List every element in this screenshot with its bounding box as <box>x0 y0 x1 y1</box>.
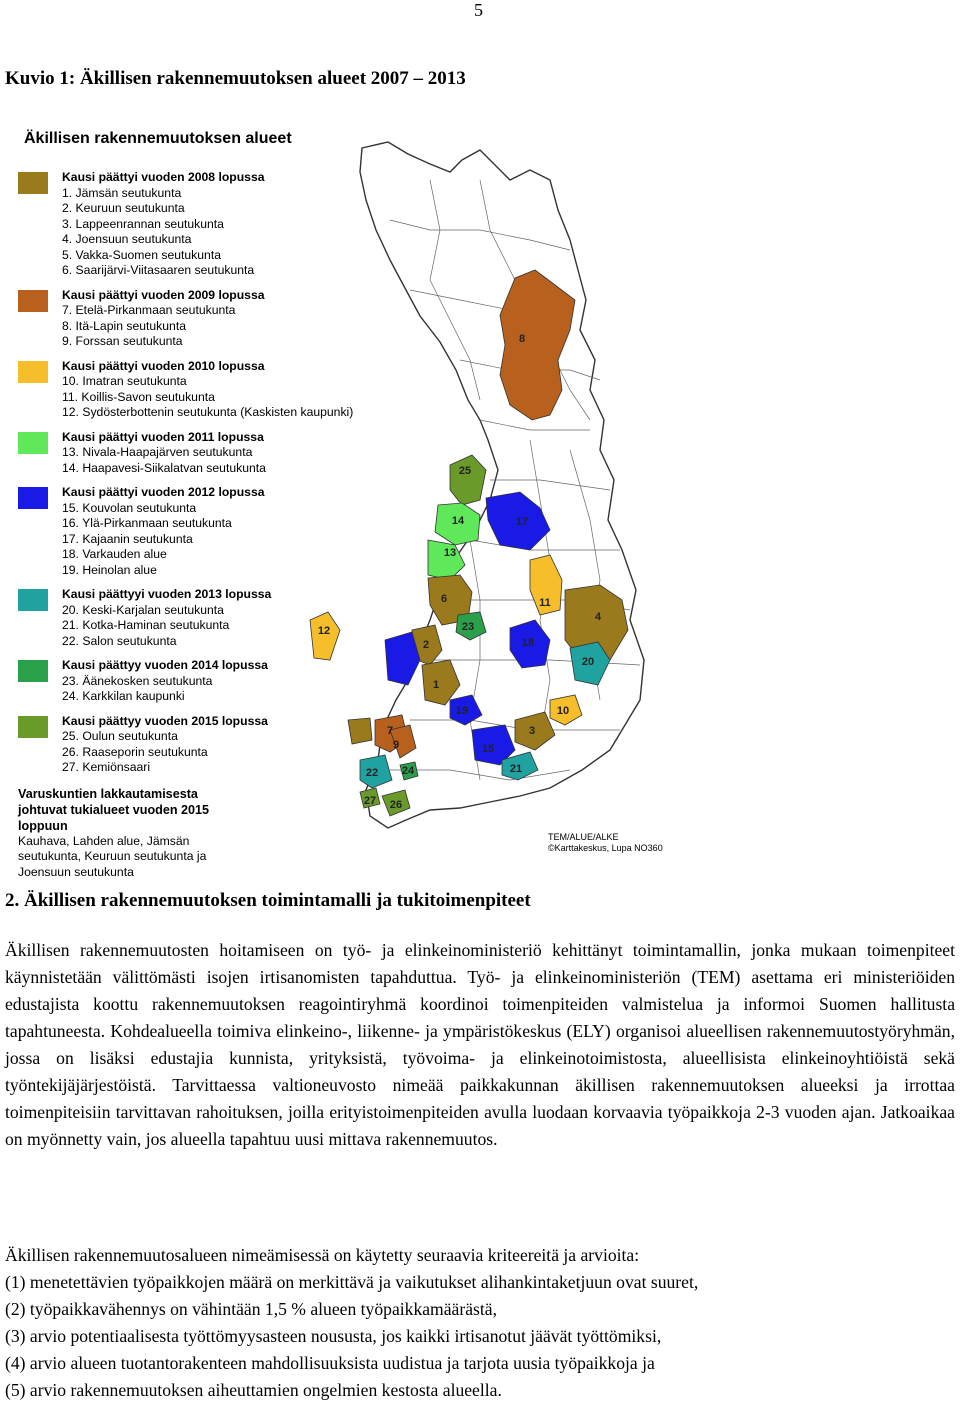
legend-group-2008 <box>18 170 418 279</box>
legend-item: 1. Jämsän seutukunta <box>62 185 182 200</box>
legend-item: 21. Kotka-Haminan seutukunta <box>62 618 230 632</box>
label-7: 7 <box>386 725 394 737</box>
figure-caption: Kuvio 1: Äkillisen rakennemuutoksen alueet 2007 – 2013 <box>5 68 466 89</box>
criteria-item: (2) työpaikkavähennys on vähintään 1,5 % alueen työpaikkamäärästä, <box>5 1299 497 1319</box>
legend-item: 3. Lappeenrannan seutukunta <box>62 216 224 231</box>
legend-special-heading: Varuskuntien lakkautamisesta <box>18 786 198 801</box>
criteria-item: (5) arvio rakennemuutoksen aiheuttamien ongelmien kestosta alueella. <box>5 1380 502 1400</box>
legend-special-note: Kauhava, Lahden alue, Jämsän <box>18 833 190 848</box>
label-10: 10 <box>556 705 570 717</box>
map-legend <box>18 170 418 880</box>
label-9: 9 <box>392 739 400 751</box>
legend-item: 18. Varkauden alue <box>62 547 167 561</box>
legend-item: 6. Saarijärvi-Viitasaaren seutukunta <box>62 263 255 277</box>
legend-item: 7. Etelä-Pirkanmaan seutukunta <box>62 303 236 317</box>
label-1: 1 <box>432 679 440 691</box>
label-8: 8 <box>518 333 526 345</box>
paragraph-1: Äkillisen rakennemuutosten hoitamiseen on työ- ja elinkeinoministeriö kehittänyt toimintamallin, jonka mukaan toimenpiteet käynnistetään välittömästi isojen irtisanomisten tapahduttua. Työ- ja elinkeinoministeriön (TEM) asettama eri ministeriöiden edustajista koottu rakennemuutoksen reagointiryhmä koordinoi toimenpiteiden valmistelua ja informoi Suomen hallitusta tapahtuneesta. Kohdealueella toimiva elinkeino-, liikenne- ja ympäristökeskus (ELY) organisoi alueellisen rakennemuutostyöryhmän, jossa on lisäksi edustajia kunnista, yrityksistä, työvoima- ja elinkeinotoimistosta, alueellisista elinkeinoyhtiöistä sekä työntekijäjärjestöistä. Tarvittaessa valtioneuvosto nimeää paikkakunnan äkillisen rakennemuutoksen alueeksi ja irrottaa toimenpiteisiin tarvittavan rahoituksen, joilla erityistoimenpiteiden avulla luodaan korvaavia työpaikkoja 2-3 vuoden ajan. Jatkoaikaa on myönnetty vain, jos alueella tapahtuu uusi mittava rakennemuutos. <box>5 940 955 1149</box>
label-3: 3 <box>528 725 536 737</box>
legend-item: 25. Oulun seutukunta <box>62 729 178 743</box>
legend-group-2011 <box>18 430 418 477</box>
legend-heading: Kausi päättyy vuoden 2014 lopussa <box>62 658 268 672</box>
label-19: 19 <box>455 705 469 717</box>
legend-item: 8. Itä-Lapin seutukunta <box>62 318 186 333</box>
label-23: 23 <box>461 621 475 633</box>
legend-group-garrison <box>18 786 418 881</box>
label-27: 27 <box>363 795 377 807</box>
legend-swatch <box>18 361 48 383</box>
legend-swatch <box>18 290 48 312</box>
legend-item: 2. Keuruun seutukunta <box>62 201 185 215</box>
legend-item: 24. Karkkilan kaupunki <box>62 689 185 703</box>
criteria-item: (1) menetettävien työpaikkojen määrä on merkittävä ja vaikutukset alihankintaketjuun ovat suuret, <box>5 1272 699 1292</box>
legend-heading: Kausi päättyi vuoden 2010 lopussa <box>62 358 265 373</box>
legend-item: 12. Sydösterbottenin seutukunta (Kaskisten kaupunki) <box>62 405 354 419</box>
map-credit <box>548 832 663 854</box>
legend-special-heading: johtuvat tukialueet vuoden 2015 <box>18 802 210 817</box>
legend-item: 20. Keski-Karjalan seutukunta <box>62 602 224 617</box>
label-14: 14 <box>451 515 465 527</box>
legend-item: 14. Haapavesi-Siikalatvan seutukunta <box>62 460 266 475</box>
legend-group-2010 <box>18 359 418 421</box>
legend-heading: Kausi päättyi vuoden 2011 lopussa <box>62 429 264 444</box>
map-title: Äkillisen rakennemuutoksen alueet <box>24 130 292 147</box>
legend-group-2013 <box>18 587 418 649</box>
label-20: 20 <box>581 656 595 668</box>
legend-item: 16. Ylä-Pirkanmaan seutukunta <box>62 516 232 530</box>
label-26: 26 <box>389 799 403 811</box>
legend-item: 11. Koillis-Savon seutukunta <box>62 389 215 404</box>
legend-item: 15. Kouvolan seutukunta <box>62 500 197 515</box>
label-13: 13 <box>443 547 457 559</box>
criteria-item: (3) arvio potentiaalisesta työttömyysasteen noususta, jos kaikki irtisanotut jäävät työttömiksi, <box>5 1326 662 1346</box>
label-25: 25 <box>458 465 472 477</box>
legend-item: 9. Forssan seutukunta <box>62 334 183 348</box>
legend-item: 22. Salon seutukunta <box>62 633 177 648</box>
legend-swatch <box>18 716 48 738</box>
legend-swatch <box>18 487 48 509</box>
legend-item: 26. Raaseporin seutukunta <box>62 744 208 759</box>
map-figure <box>10 120 690 879</box>
label-22: 22 <box>365 767 379 779</box>
legend-item: 27. Kemiönsaari <box>62 760 151 774</box>
legend-group-2009 <box>18 288 418 350</box>
label-24: 24 <box>401 765 415 777</box>
criteria-item: (4) arvio alueen tuotantorakenteen mahdollisuuksista uudistua ja tarjota uusia työpaikkoja ja <box>5 1353 655 1373</box>
label-4: 4 <box>594 611 602 623</box>
label-6: 6 <box>440 593 448 605</box>
legend-item: 10. Imatran seutukunta <box>62 374 187 388</box>
legend-swatch <box>18 172 48 194</box>
label-11: 11 <box>539 597 551 609</box>
legend-heading: Kausi päättyi vuoden 2012 lopussa <box>62 485 265 499</box>
label-21: 21 <box>509 763 523 775</box>
paragraph-2 <box>5 1242 955 1404</box>
legend-item: 23. Äänekosken seutukunta <box>62 673 213 688</box>
label-15: 15 <box>481 743 495 755</box>
page-number: 5 <box>474 0 483 20</box>
legend-item: 4. Joensuun seutukunta <box>62 232 192 246</box>
label-2: 2 <box>422 639 430 651</box>
legend-item: 5. Vakka-Suomen seutukunta <box>62 247 221 262</box>
legend-item: 13. Nivala-Haapajärven seutukunta <box>62 445 253 459</box>
legend-swatch <box>18 432 48 454</box>
section-title: 2. Äkillisen rakennemuutoksen toimintamalli ja tukitoimenpiteet <box>5 890 531 911</box>
legend-item: 17. Kajaanin seutukunta <box>62 531 193 546</box>
legend-swatch <box>18 660 48 682</box>
credit-line: TEM/ALUE/ALKE <box>548 832 619 842</box>
label-18: 18 <box>521 637 535 649</box>
legend-special-heading: loppuun <box>18 818 68 833</box>
legend-special-note: Joensuun seutukunta <box>18 864 134 879</box>
legend-heading: Kausi päättyy vuoden 2015 lopussa <box>62 713 268 728</box>
legend-swatch <box>18 589 48 611</box>
legend-group-2014 <box>18 658 418 705</box>
label-12: 12 <box>317 625 331 637</box>
legend-special-note: seutukunta, Keuruun seutukunta ja <box>18 849 207 863</box>
legend-item: 19. Heinolan alue <box>62 562 157 577</box>
legend-group-2012 <box>18 485 418 578</box>
criteria-intro: Äkillisen rakennemuutosalueen nimeämisessä on käytetty seuraavia kriteereitä ja arvioita: <box>5 1245 640 1265</box>
legend-heading: Kausi päättyi vuoden 2009 lopussa <box>62 287 265 302</box>
credit-line: ©Karttakeskus, Lupa NO360 <box>548 843 663 853</box>
legend-group-2015 <box>18 714 418 776</box>
legend-heading: Kausi päättyi vuoden 2008 lopussa <box>62 170 265 184</box>
legend-heading: Kausi päättyyi vuoden 2013 lopussa <box>62 587 272 601</box>
label-17: 17 <box>515 516 529 528</box>
region-oulu <box>450 455 486 505</box>
